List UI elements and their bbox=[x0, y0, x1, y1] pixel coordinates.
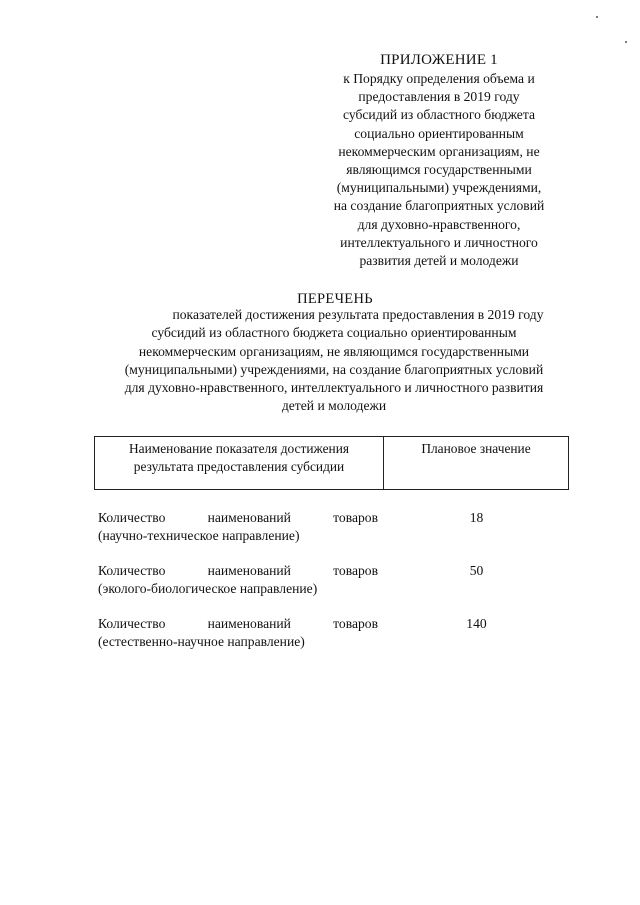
header-name-line: результата предоставления субсидии bbox=[133, 459, 345, 474]
table-row bbox=[98, 509, 568, 562]
appendix-title: ПРИЛОЖЕНИЕ 1 bbox=[380, 52, 498, 68]
indicator-name bbox=[98, 509, 378, 546]
appendix-line: являющимся государственными bbox=[346, 162, 532, 178]
list-title: ПЕРЕЧЕНЬ bbox=[297, 291, 373, 307]
list-subtitle bbox=[96, 306, 572, 416]
indicator-word: товаров bbox=[333, 616, 378, 631]
header-planned-value: Плановое значение bbox=[421, 441, 531, 456]
appendix-line: к Порядку определения объема и bbox=[343, 71, 535, 86]
appendix-line: для духовно-нравственного, bbox=[357, 216, 521, 232]
indicator-direction: (эколого-биологическое направление) bbox=[98, 581, 318, 597]
indicator-rows bbox=[98, 509, 568, 668]
subtitle-line: показателей достижения результата предоставления в 2019 году bbox=[172, 307, 544, 322]
appendix-line: социально ориентированным bbox=[354, 125, 524, 141]
planned-value: 140 bbox=[466, 616, 487, 631]
header-indicator-name bbox=[95, 437, 384, 489]
appendix-line: предоставления в 2019 году bbox=[358, 89, 520, 105]
table-row bbox=[98, 562, 568, 615]
indicator-word: Количество bbox=[98, 510, 166, 525]
appendix-line: некоммерческим организациям, не bbox=[338, 143, 540, 159]
indicator-word: наименований bbox=[207, 616, 291, 631]
planned-value: 50 bbox=[469, 563, 484, 578]
appendix-line: на создание благоприятных условий bbox=[333, 198, 545, 214]
table-row bbox=[98, 615, 568, 668]
indicator-word: Количество bbox=[98, 563, 166, 578]
appendix-block bbox=[318, 51, 560, 270]
indicator-word: Количество bbox=[98, 616, 166, 631]
appendix-line: субсидий из областного бюджета bbox=[343, 107, 535, 123]
appendix-line: развития детей и молодежи bbox=[359, 253, 519, 269]
indicator-word: товаров bbox=[333, 510, 378, 525]
indicator-direction: (естественно-научное направление) bbox=[98, 634, 305, 650]
indicator-direction: (научно-техническое направление) bbox=[98, 528, 300, 544]
indicator-name bbox=[98, 615, 378, 652]
subtitle-line: для духовно-нравственного, интеллектуального и личностного развития bbox=[124, 380, 544, 396]
indicator-word: товаров bbox=[333, 563, 378, 578]
planned-value: 18 bbox=[469, 510, 484, 525]
subtitle-line: субсидий из областного бюджета социально ориентированным bbox=[151, 325, 517, 341]
indicator-name bbox=[98, 562, 378, 599]
indicator-word: наименований bbox=[207, 563, 291, 578]
table-header bbox=[94, 436, 569, 490]
scan-speck bbox=[625, 41, 627, 43]
indicator-word: наименований bbox=[207, 510, 291, 525]
subtitle-line: некоммерческим организациям, не являющимся государственными bbox=[138, 343, 530, 359]
subtitle-line: (муниципальными) учреждениями, на создание благоприятных условий bbox=[124, 361, 544, 377]
subtitle-line: детей и молодежи bbox=[281, 398, 387, 414]
header-name-line: Наименование показателя достижения bbox=[128, 441, 350, 456]
appendix-line: интеллектуального и личностного bbox=[340, 234, 538, 250]
appendix-line: (муниципальными) учреждениями, bbox=[336, 180, 542, 196]
scan-speck bbox=[596, 16, 598, 18]
